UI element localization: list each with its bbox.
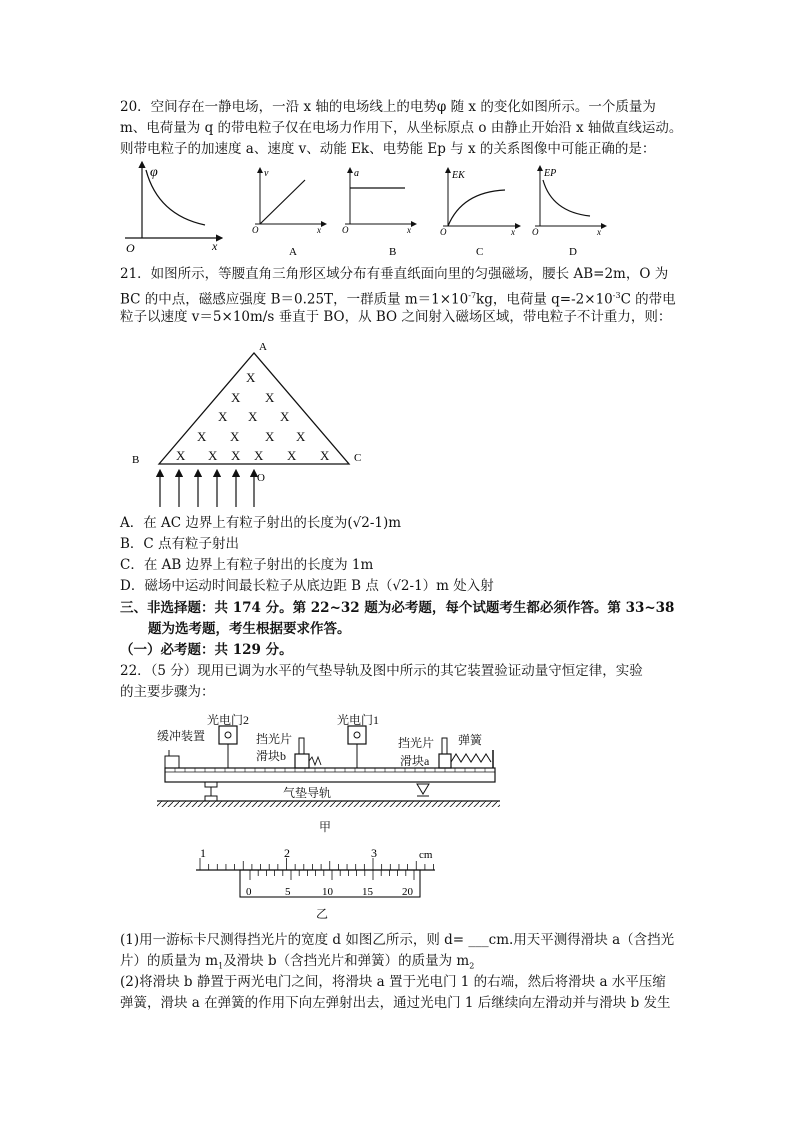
- section3-line2: 题为选考题，考生根据要求作答。: [148, 621, 351, 637]
- vernier-label-10: 10: [322, 886, 333, 898]
- q22-line1: 22．（5 分）现用已调为水平的气垫导轨及图中所示的其它装置验证动量守恒定律，实验: [120, 663, 643, 679]
- main-label-3: 3: [371, 846, 377, 860]
- field-x: X: [248, 409, 258, 424]
- graph-B-y: a: [354, 168, 359, 179]
- graph-C-letter: C: [476, 246, 484, 258]
- field-x: X: [230, 429, 240, 444]
- q22-figure-yi: [190, 842, 450, 907]
- graph-A-y: v: [264, 168, 269, 179]
- q21-option-C: C．在 AB 边界上有粒子射出的长度为 1m: [120, 557, 374, 573]
- label-O: O: [257, 472, 265, 484]
- fig-jia-caption: 甲: [319, 820, 332, 834]
- q20-line3: 则带电粒子的加速度 a、速度 v、动能 Ek、电势能 Ep 与 x 的关系图像中可能正确的是：: [120, 141, 656, 157]
- graph-C-x: x: [511, 227, 515, 237]
- slider-b-label: 滑块b: [256, 749, 287, 763]
- gate2-label: 光电门2: [207, 713, 250, 727]
- graph-D-origin: O: [532, 227, 539, 237]
- graph-B: [342, 168, 416, 258]
- q22-line2: 的主要步骤为：: [120, 684, 215, 700]
- q22-step1a: (1)用一游标卡尺测得挡光片的宽度 d 如图乙所示，则 d= ___cm.用天平测得滑块 a（含挡光: [120, 932, 675, 948]
- field-x: X: [231, 448, 241, 463]
- vernier-label-15: 15: [362, 886, 373, 898]
- q22-step1c-text: 及滑块 b（含挡光片和弹簧）的质量为 m: [223, 953, 470, 969]
- graph-C-origin: O: [440, 227, 447, 237]
- graph-B-x: x: [407, 225, 411, 235]
- label-A: A: [259, 341, 267, 353]
- unit-label: cm: [419, 849, 433, 861]
- field-x: X: [197, 429, 207, 444]
- label-B: B: [132, 454, 140, 466]
- q21-option-A: A．在 AC 边界上有粒子射出的长度为(√2-1)m: [120, 515, 402, 531]
- vernier-label-0: 0: [246, 886, 252, 898]
- graph-D: [532, 166, 606, 258]
- graph-A-origin: O: [252, 225, 259, 235]
- vernier-label-5: 5: [285, 886, 291, 898]
- graph-D-y: EP: [544, 168, 557, 179]
- graph-C: [440, 168, 520, 258]
- q20-line1: 20．空间存在一静电场，一沿 x 轴的电场线上的电势φ 随 x 的变化如图所示。一个质量为: [120, 99, 656, 115]
- graph-A-letter: A: [289, 246, 297, 258]
- field-x: X: [320, 448, 330, 463]
- q21-line2a: BC 的中点，磁感应强度 B＝0.25T，一群质量 m＝1×10: [120, 291, 469, 308]
- main-label-1: 1: [200, 846, 206, 860]
- phi-origin: O: [126, 241, 135, 255]
- graph-A: [252, 168, 326, 258]
- q22-step2a: (2)将滑块 b 静置于两光电门之间，将滑块 a 置于光电门 1 的右端，然后将滑块 a 水平压缩: [120, 974, 666, 990]
- field-x: X: [254, 448, 264, 463]
- q22-step1b-sub: 1: [218, 961, 224, 971]
- shield-b-label: 挡光片: [256, 732, 293, 746]
- q21-option-D: D．磁场中运动时间最长粒子从底边距 B 点（√2-1）m 处入射: [120, 578, 494, 594]
- field-x: X: [246, 370, 256, 385]
- q21-option-B: B．C 点有粒子射出: [120, 536, 240, 552]
- field-x: X: [265, 429, 275, 444]
- section3-sub: （一）必考题：共 129 分。: [120, 642, 293, 658]
- q21-exp1: -7: [468, 291, 477, 300]
- field-x: X: [208, 448, 218, 463]
- q21-line2: [120, 286, 676, 310]
- label-C: C: [354, 452, 362, 464]
- q21-line2c: kg，电荷量 q=-2×10: [476, 291, 613, 308]
- shield-a-label: 挡光片: [398, 736, 435, 750]
- field-x: X: [287, 448, 297, 463]
- main-label-2: 2: [284, 846, 290, 860]
- gate1-label: 光电门1: [337, 713, 380, 727]
- q20-graphs: [0, 0, 794, 270]
- spring-label: 弹簧: [458, 733, 483, 747]
- buffer-label: 缓冲装置: [157, 729, 206, 743]
- q20-line2: m、电荷量为 q 的带电粒子仅在电场力作用下，从坐标原点 o 由静止开始沿 x 轴做直线运动。: [120, 120, 683, 136]
- fig-yi-caption: 乙: [316, 907, 329, 921]
- q22-step1b-text: 片）的质量为 m: [120, 953, 219, 969]
- q21-line3: 粒子以速度 v＝5×10m/s 垂直于 BO，从 BO 之间射入磁场区域，带电粒子不计重力，则：: [120, 309, 672, 325]
- track-label: 气垫导轨: [283, 786, 332, 800]
- q21-line2e: C 的带电: [620, 291, 676, 308]
- vernier-label-20: 20: [402, 886, 413, 898]
- graph-D-x: x: [597, 227, 601, 237]
- phi-graph: [125, 162, 222, 255]
- field-x: X: [231, 390, 241, 405]
- graph-B-letter: B: [389, 246, 397, 258]
- field-x: X: [218, 409, 228, 424]
- phi-x-label: x: [212, 239, 218, 253]
- phi-y-label: φ: [150, 165, 158, 180]
- field-x: X: [280, 409, 290, 424]
- q22-step1c-sub: 2: [469, 961, 475, 971]
- q22-step2b: 弹簧，滑块 a 在弹簧的作用下向左弹射出去，通过光电门 1 后继续向左滑动并与滑块 b 发生: [120, 995, 671, 1011]
- section3-line1: 三、非选择题：共 174 分。第 22~32 题为必考题，每个试题考生都必须作答。第 33~38: [120, 600, 675, 616]
- slider-a-label: 滑块a: [400, 754, 430, 768]
- field-x: X: [265, 390, 275, 405]
- graph-A-x: x: [317, 225, 321, 235]
- q21-line1: 21．如图所示，等腰直角三角形区域分布有垂直纸面向里的匀强磁场，腰长 AB=2m，O 为: [120, 266, 669, 282]
- graph-C-y: EK: [452, 170, 465, 181]
- field-x: X: [296, 429, 306, 444]
- q21-exp2: -3: [612, 291, 621, 300]
- graph-B-origin: O: [342, 225, 349, 235]
- graph-D-letter: D: [569, 246, 577, 258]
- field-x: X: [176, 448, 186, 463]
- q21-triangle-figure: [120, 335, 380, 510]
